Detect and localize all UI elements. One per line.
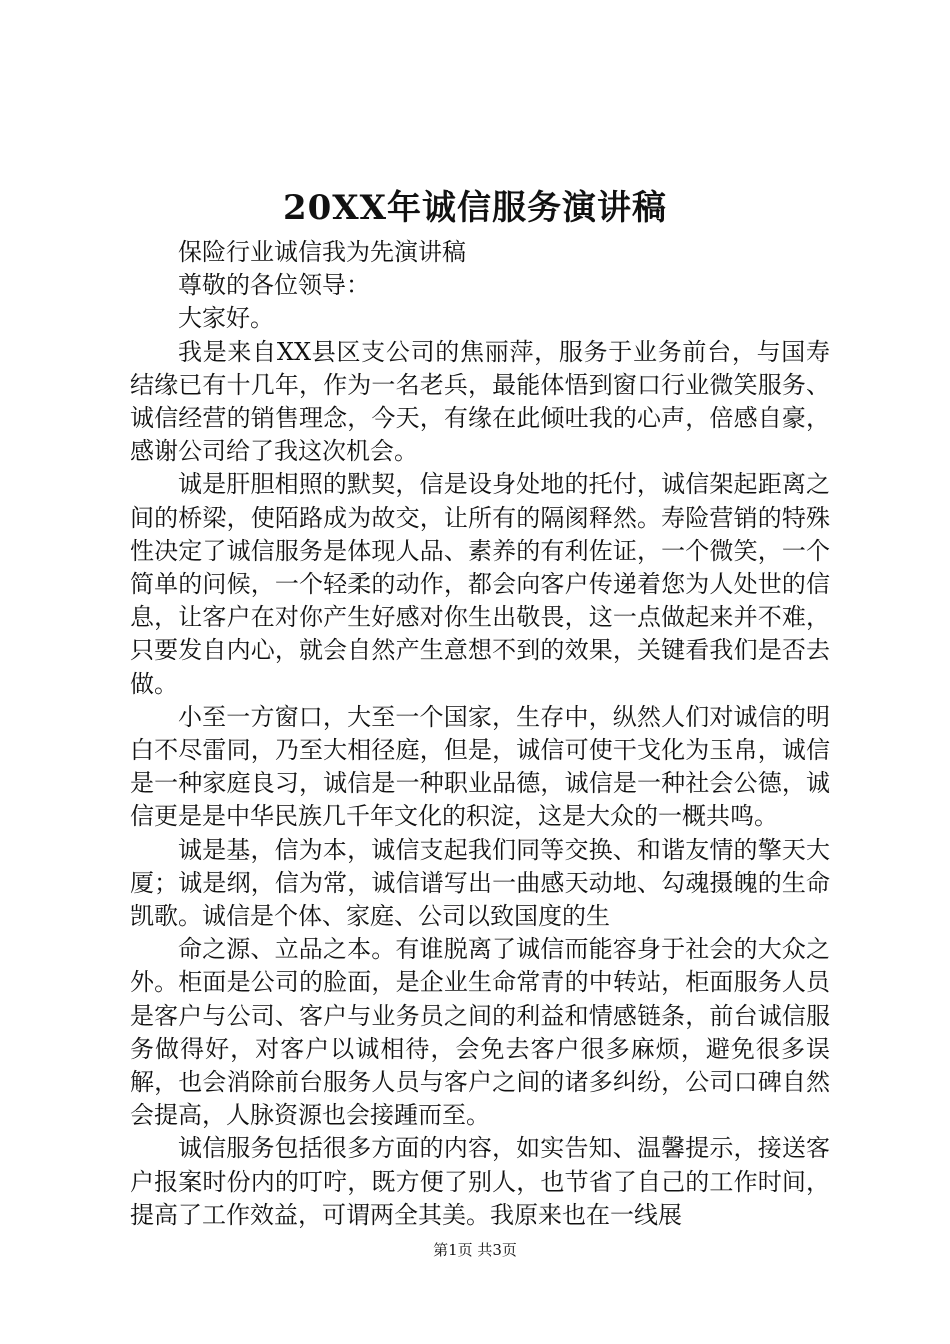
paragraph: 诚是肝胆相照的默契，信是设身处地的托付，诚信架起距离之间的桥梁，使陌路成为故交，让所有的隔阂释然。寿险营销的特殊性决定了诚信服务是体现人品、素养的有利佐证，一个微笑，一个简单的问候，一个轻柔的动作，都会向客户传递着您为人处世的信息，让客户在对你产生好感对你生出敬畏，这一点做起来并不难，只要发自内心，就会自然产生意想不到的效果，关键看我们是否去做。 [130, 470, 830, 698]
paragraph: 诚是基，信为本，诚信支起我们同等交换、和谐友情的擎天大厦；诚是纲，信为常，诚信谱写出一曲感天动地、勾魂摄魄的生命凯歌。诚信是个体、家庭、公司以致国度的生 [130, 835, 830, 931]
paragraph: 小至一方窗口，大至一个国家，生存中，纵然人们对诚信的明白不尽雷同，乃至大相径庭，但是，诚信可使干戈化为玉帛，诚信是一种家庭良习，诚信是一种职业品德，诚信是一种社会公德，诚信更是是中华民族几千年文化的积淀，这是大众的一概共鸣。 [130, 702, 830, 831]
paragraph-greeting: 大家好。 [178, 304, 274, 333]
paragraph-subtitle: 保险行业诚信我为先演讲稿 [178, 238, 466, 266]
paragraph: 诚信服务包括很多方面的内容，如实告知、温馨提示，接送客户报案时份内的叮咛，既方便了别人，也节省了自己的工作时间，提高了工作效益，可谓两全其美。我原来也在一线展 [130, 1134, 830, 1229]
document-body [130, 236, 830, 1232]
paragraph-introduction: 我是来自XX县区支公司的焦丽萍，服务于业务前台，与国寿结缘已有十几年，作为一名老兵，最能体悟到窗口行业微笑服务、诚信经营的销售理念，今天，有缘在此倾吐我的心声，倍感自豪，感谢公司给了我这次机会。 [130, 337, 830, 466]
paragraph: 命之源、立品之本。有谁脱离了诚信而能容身于社会的大众之外。柜面是公司的脸面，是企业生命常青的中转站，柜面服务人员是客户与公司、客户与业务员之间的利益和情感链条，前台诚信服务做得好，对客户以诚相待，会免去客户很多麻烦，避免很多误解，也会消除前台服务人员与客户之间的诸多纠纷，公司口碑自然会提高，人脉资源也会接踵而至。 [130, 935, 830, 1130]
document-title: 20XX年诚信服务演讲稿 [282, 188, 668, 228]
page-number-footer: 第1页 共3页 [433, 1241, 517, 1259]
paragraph-salutation: 尊敬的各位领导： [178, 271, 370, 300]
